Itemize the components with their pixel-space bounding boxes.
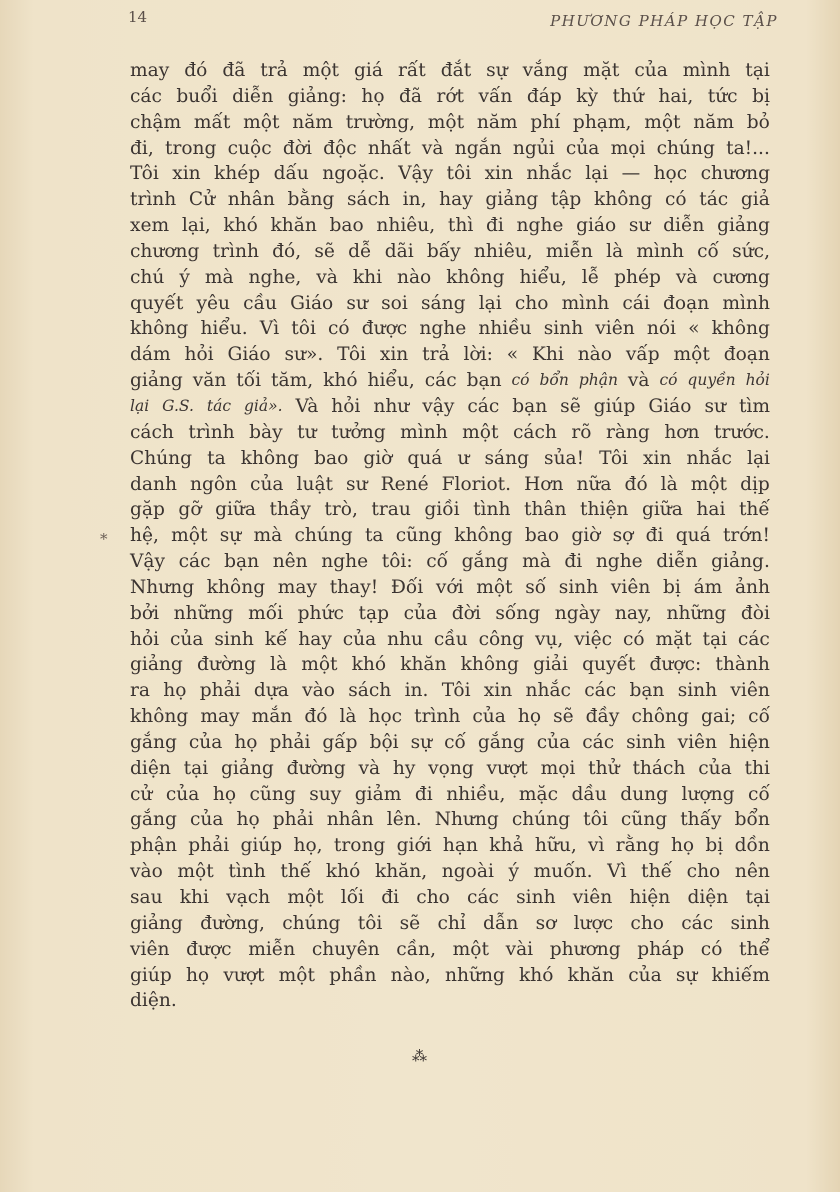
text-line: may đó đã trả một giá rất đắt sự vắng mặt của mình tại — [130, 60, 770, 81]
text-line: Vậy các bạn nên nghe tôi: cố gắng mà đi nghe diễn giảng. — [130, 551, 770, 573]
text-line: lại G.S. tác giả». Và hỏi như vậy các bạn sẽ giúp Giáo sư tìm — [130, 395, 770, 417]
text-line: phận phải giúp họ, trong giới hạn khả hữu, vì rằng họ bị dồn — [130, 835, 770, 857]
text-line: hỏi của sinh kế hay của nhu cầu công vụ, việc có mặt tại các — [130, 628, 770, 650]
text-line: ra họ phải dựa vào sách in. Tôi xin nhắc các bạn sinh viên — [130, 680, 770, 702]
text-line: trình Cử nhân bằng sách in, hay giảng tập không có tác giả — [130, 189, 770, 211]
body-text — [130, 58, 770, 1014]
text-line: vào một tình thế khó khăn, ngoài ý muốn. Vì thế cho nên — [130, 861, 770, 883]
text-line: quyết yêu cầu Giáo sư soi sáng lại cho mình cái đoạn mình — [130, 292, 770, 314]
text-line: cách trình bày tư tưởng mình một cách rõ ràng hơn trước. — [130, 421, 770, 443]
text-line: gắng của họ phải nhân lên. Nhưng chúng tôi cũng thấy bổn — [130, 809, 770, 831]
text-line: không hiểu. Vì tôi có được nghe nhiều sinh viên nói « không — [130, 318, 770, 340]
margin-mark: * — [100, 530, 108, 548]
page-number: 14 — [128, 8, 148, 26]
text-line: giảng đường là một khó khăn không giải quyết được: thành — [130, 654, 770, 676]
text-line: cử của họ cũng suy giảm đi nhiều, mặc dầu dung lượng cố — [130, 783, 770, 805]
running-header: PHƯƠNG PHÁP HỌC TẬP — [550, 12, 778, 30]
text-line: hệ, một sự mà chúng ta cũng không bao giờ sợ đi quá trớn! — [130, 525, 770, 547]
text-line: sau khi vạch một lối đi cho các sinh viên hiện diện tại — [130, 887, 770, 908]
text-line: viên được miễn chuyên cần, một vài phương pháp có thể — [130, 938, 770, 960]
text-line: chậm mất một năm trường, một năm phí phạm, một năm bỏ — [130, 111, 770, 133]
text-line: giảng đường, chúng tôi sẽ chỉ dẫn sơ lược cho các sinh — [130, 912, 770, 934]
text-line: gắng của họ phải gấp bội sự cố gắng của các sinh viên hiện — [130, 731, 770, 753]
text-line: chương trình đó, sẽ dễ dãi bấy nhiêu, miễn là mình cố sức, — [130, 240, 770, 262]
text-line: chú ý mà nghe, và khi nào không hiểu, lễ phép và cương — [130, 266, 770, 288]
text-line: gặp gỡ giữa thầy trò, trau giồi tình thân thiện giữa hai thế — [130, 499, 770, 521]
text-line: dám hỏi Giáo sư». Tôi xin trả lời: « Khi nào vấp một đoạn — [130, 344, 770, 366]
text-line: xem lại, khó khăn bao nhiêu, thì đi nghe giáo sư diễn giảng — [130, 215, 770, 237]
text-line: Nhưng không may thay! Đối với một số sinh viên bị ám ảnh — [130, 576, 770, 598]
text-line: Tôi xin khép dấu ngoặc. Vậy tôi xin nhắc lại — học chương — [130, 163, 770, 185]
text-line: diện tại giảng đường và hy vọng vượt mọi thử thách của thi — [130, 757, 770, 779]
section-separator: ⁂ — [412, 1047, 427, 1065]
text-line: danh ngôn của luật sư René Floriot. Hơn nữa đó là một dịp — [130, 473, 770, 495]
text-line: Chúng ta không bao giờ quá ư sáng sủa! Tôi xin nhắc lại — [130, 447, 770, 469]
text-line: không may mắn đó là học trình của họ sẽ đầy chông gai; cố — [130, 706, 770, 728]
text-line: giảng văn tối tăm, khó hiểu, các bạn có bổn phận và có quyền hỏi — [130, 370, 770, 392]
text-line: diện. — [130, 990, 177, 1012]
text-line: bởi những mối phức tạp của đời sống ngày nay, những đòi — [130, 602, 770, 624]
text-line: giúp họ vượt một phần nào, những khó khăn của sự khiếm — [130, 964, 770, 986]
text-line: đi, trong cuộc đời độc nhất và ngắn ngủi của mọi chúng ta!... — [130, 137, 770, 159]
text-line: các buổi diễn giảng: họ đã rớt vấn đáp kỳ thứ hai, tức bị — [130, 85, 770, 107]
